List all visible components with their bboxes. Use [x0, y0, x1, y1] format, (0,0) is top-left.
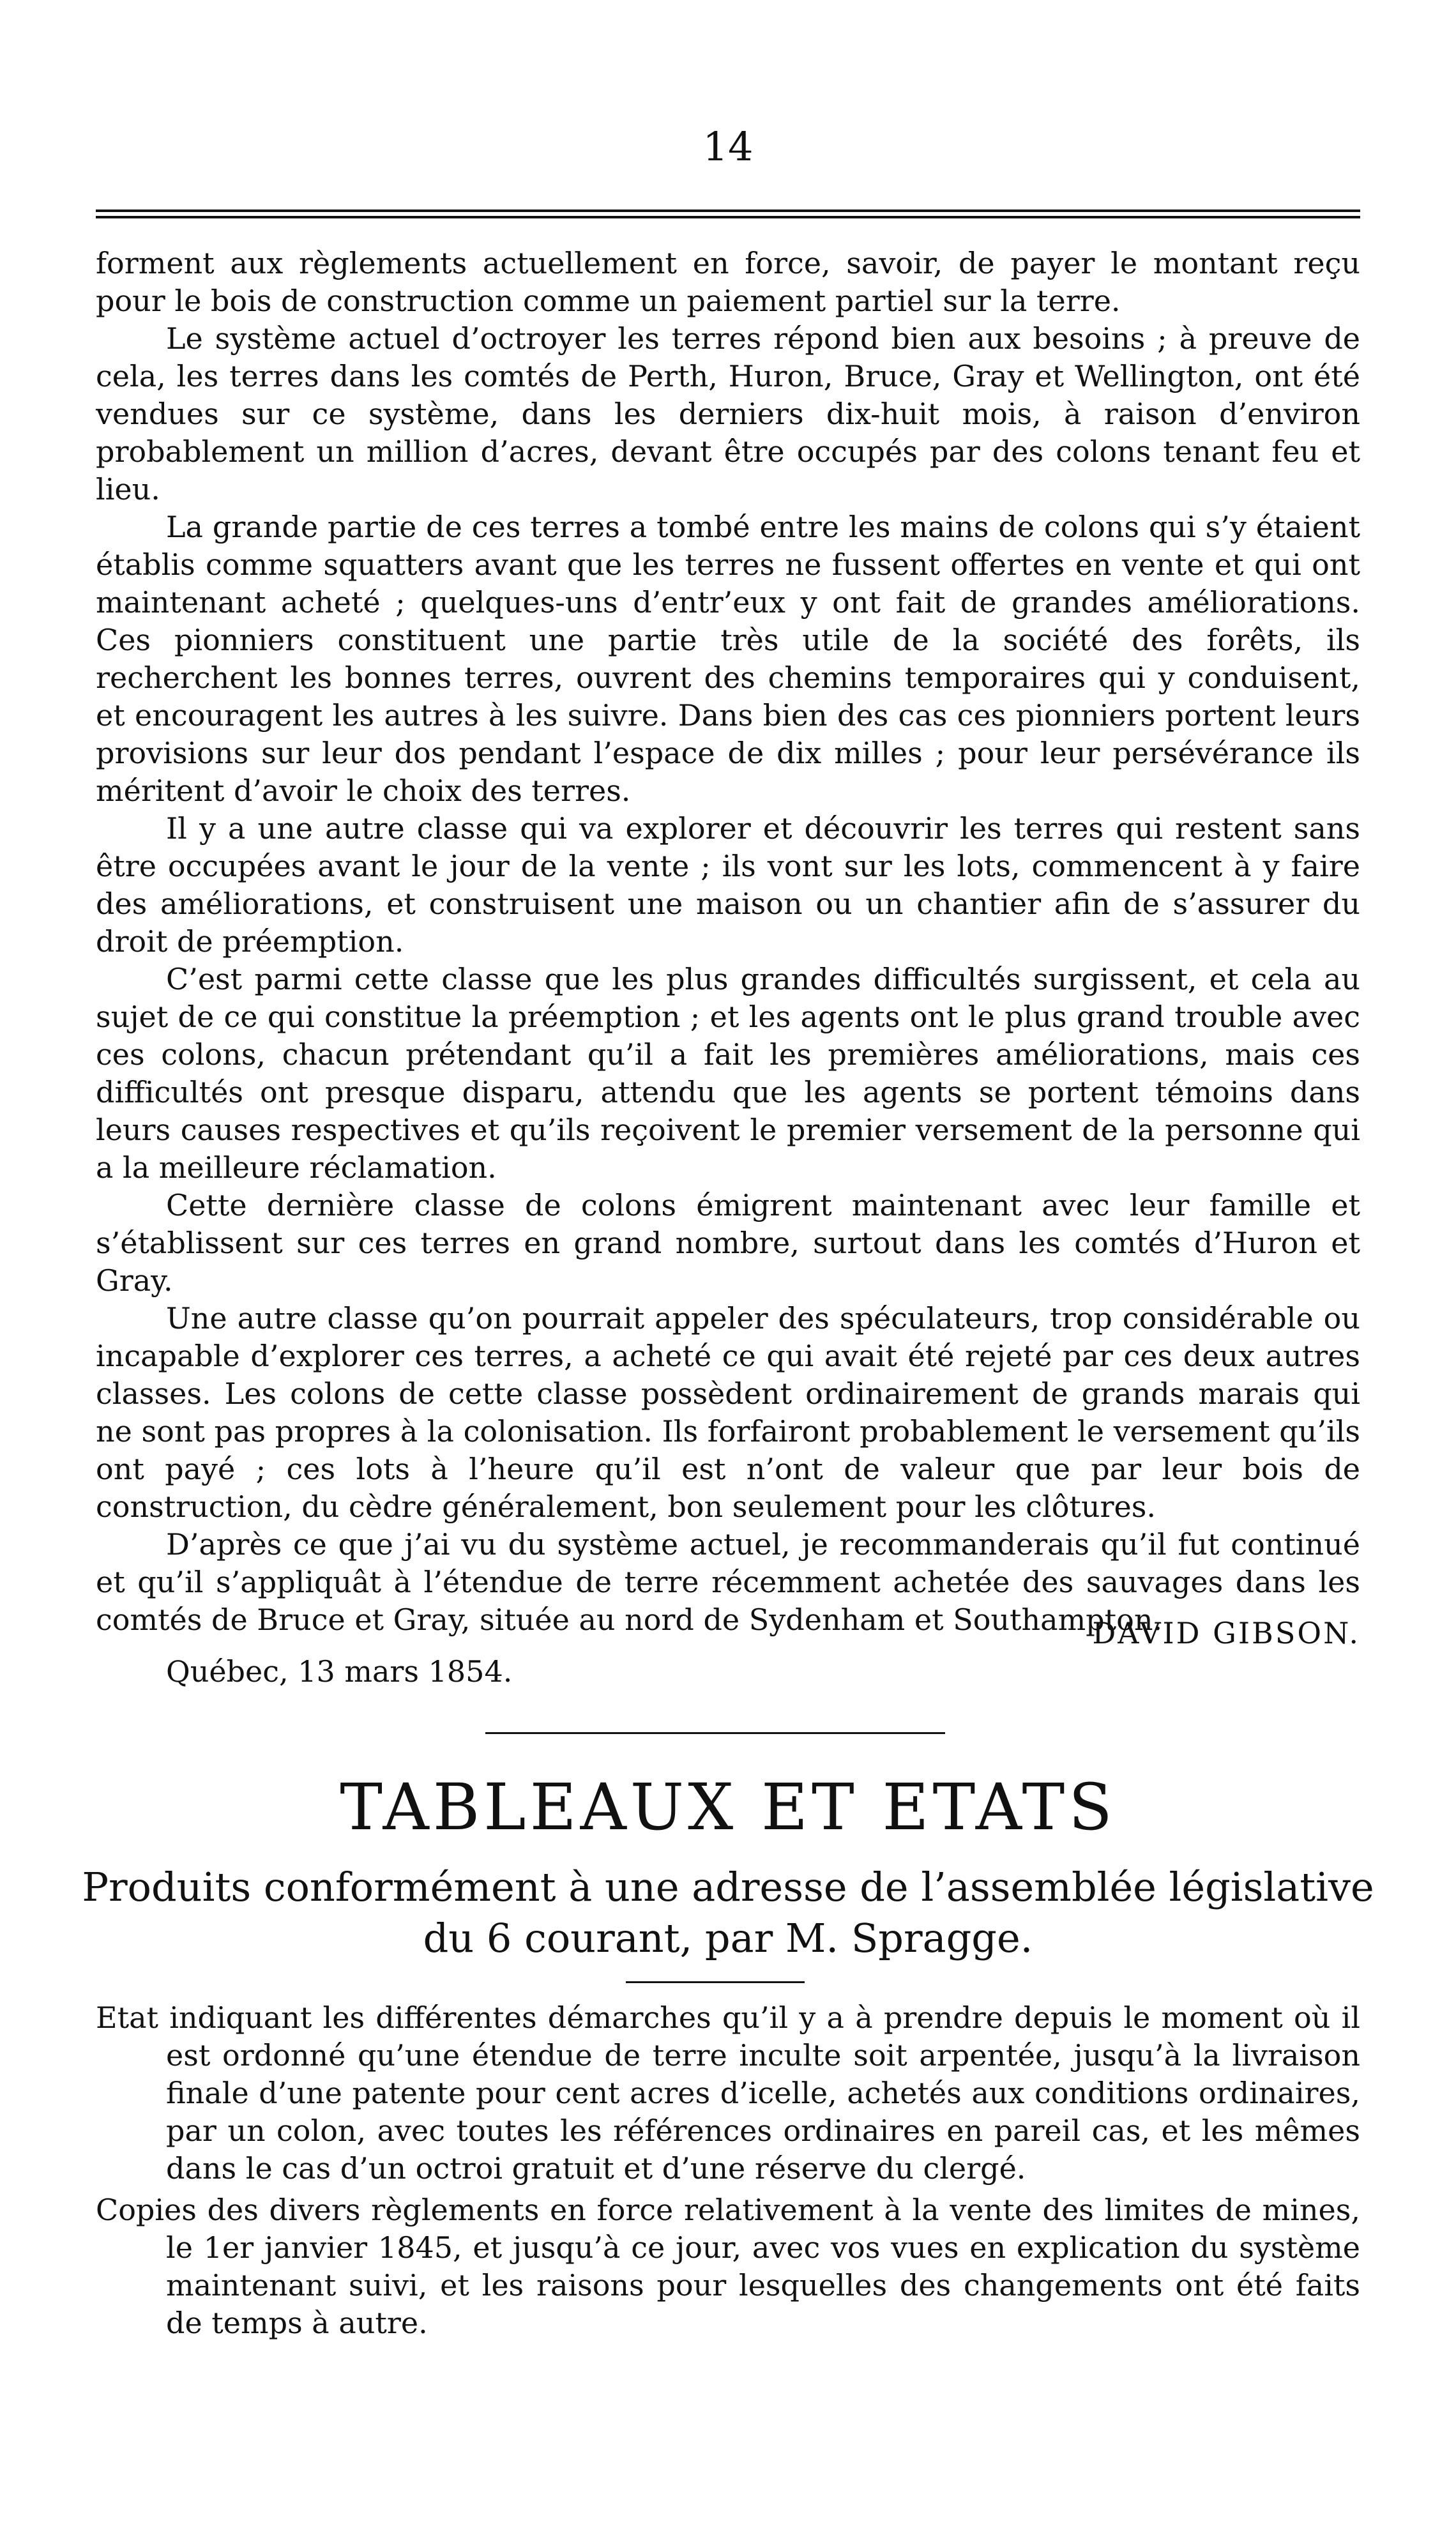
signature: DAVID GIBSON.	[1092, 1616, 1360, 1650]
paragraph: Une autre classe qu’on pourrait appeler des spéculateurs, trop considérable ou incapable d’explorer ces terres, a acheté ce qui avait été rejeté par ces deux autres classes. Les colons de cette classe possèdent ordinairement de grands marais qui ne sont pas propres à la colonisation. Ils forfairont probablement le versement qu’ils ont payé ; ces lots à l’heure qu’il est n’ont de valeur que par leur bois de construction, du cèdre généralement, bon seulement pour les clôtures.	[96, 1301, 1360, 1524]
documents-list	[96, 1999, 1360, 2346]
paragraph: Il y a une autre classe qui va explorer et découvrir les terres qui restent sans être occupées avant le jour de la vente ; ils vont sur les lots, commencent à y faire des améliorations, et construisent une maison ou un chantier afin de s’assurer du droit de préemption.	[96, 811, 1360, 959]
letter-body	[96, 245, 1360, 1639]
section-title: TABLEAUX ET ETATS	[340, 1770, 1116, 1845]
section-subtitle: Produits conformément à une adresse de l’assemblée législative du 6 courant, par M. Spragge.	[82, 1864, 1374, 1961]
paragraph: D’après ce que j’ai vu du système actuel, je recommanderais qu’il fut continué et qu’il s’appliquât à l’étendue de terre récemment achetée des sauvages dans les comtés de Bruce et Gray, située au nord de Sydenham et Southampton.	[96, 1527, 1360, 1637]
dateline: Québec, 13 mars 1854.	[166, 1654, 513, 1689]
header-double-rule	[96, 209, 1360, 218]
paragraph: Cette dernière classe de colons émigrent maintenant avec leur famille et s’établissent sur ces terres en grand nombre, surtout dans les comtés d’Huron et Gray.	[96, 1188, 1360, 1298]
list-item: Copies des divers règlements en force relativement à la vente des limites de mines, le 1er janvier 1845, et jusqu’à ce jour, avec vos vues en explication du système maintenant suivi, et les raisons pour lesquelles des changements ont été faits de temps à autre.	[96, 2193, 1360, 2340]
paragraph: La grande partie de ces terres a tombé entre les mains de colons qui s’y étaient établis comme squatters avant que les terres ne fussent offertes en vente et qui ont maintenant acheté ; quelques-uns d’entr’eux y ont fait de grandes améliorations. Ces pionniers constituent une partie très utile de la société des forêts, ils recherchent les bonnes terres, ouvrent des chemins temporaires qui y conduisent, et encouragent les autres à les suivre. Dans bien des cas ces pionniers portent leurs provisions sur leur dos pendant l’espace de dix milles ; pour leur persévérance ils méritent d’avoir le choix des terres.	[96, 510, 1360, 808]
paragraph: forment aux règlements actuellement en force, savoir, de payer le montant reçu pour le bois de construction comme un paiement partiel sur la terre.	[96, 246, 1360, 318]
page-number: 14	[702, 123, 754, 170]
section-divider	[485, 1732, 945, 1734]
paragraph: Le système actuel d’octroyer les terres répond bien aux besoins ; à preuve de cela, les terres dans les comtés de Perth, Huron, Bruce, Gray et Wellington, ont été vendues sur ce système, dans les derniers dix-huit mois, à raison d’environ probablement un million d’acres, devant être occupés par des colons tenant feu et lieu.	[96, 321, 1360, 506]
subtitle-divider	[626, 1981, 805, 1983]
paragraph: C’est parmi cette classe que les plus grandes difficultés surgissent, et cela au sujet de ce qui constitue la préemption ; et les agents ont le plus grand trouble avec ces colons, chacun prétendant qu’il a fait les premières améliorations, mais ces difficultés ont presque disparu, attendu que les agents se portent témoins dans leurs causes respectives et qu’ils reçoivent le premier versement de la personne qui a la meilleure réclamation.	[96, 962, 1360, 1185]
list-item: Etat indiquant les différentes démarches qu’il y a à prendre depuis le moment où il est ordonné qu’une étendue de terre inculte soit arpentée, jusqu’à la livraison finale d’une patente pour cent acres d’icelle, achetés aux conditions ordinaires, par un colon, avec toutes les références ordinaires en pareil cas, et les mêmes dans le cas d’un octroi gratuit et d’une réserve du clergé.	[96, 2000, 1360, 2186]
